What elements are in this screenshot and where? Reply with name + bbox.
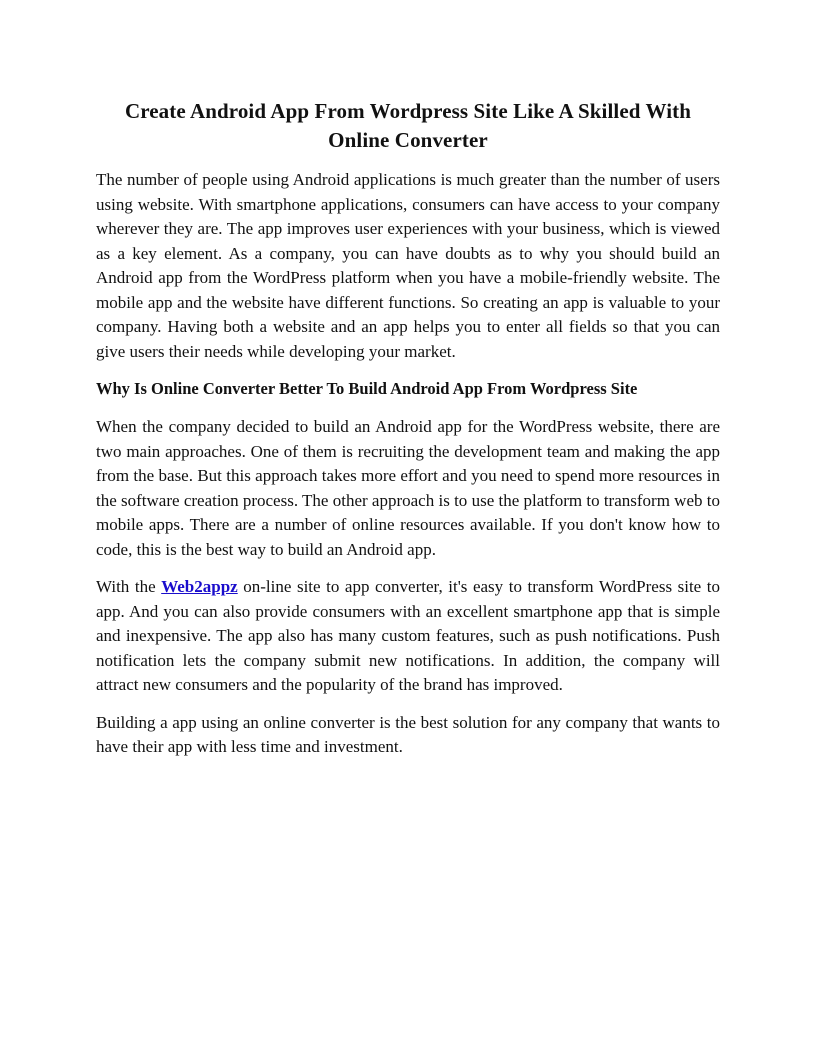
section-heading: Why Is Online Converter Better To Build Android App From Wordpress Site (96, 379, 638, 398)
web2appz-text-after: on-line site to app converter, it's easy to transform WordPress site to app. And you can also provide consumers with an excellent smartphone app that is simple and inexpensive. The app also has many custom features, such as push notifications. Push notification lets the company submit new notifications. In addition, the company will attract new consumers and the popularity of the brand has improved. (96, 577, 720, 694)
conclusion-paragraph: Building a app using an online converter is the best solution for any company that wants to have their app with less time and investment. (96, 712, 720, 756)
web2appz-text-before: With the (96, 577, 162, 596)
web2appz-paragraph (96, 575, 720, 698)
intro-paragraph: The number of people using Android applications is much greater than the number of users using website. With smartphone applications, consumers can have access to your company wherever they are. The app improves user experiences with your business, which is viewed as a key element. As a company, you can have doubts as to why you should build an Android app from the WordPress platform when you have a mobile-friendly website. The mobile app and the website have different functions. So creating an app is valuable to your company. Having both a website and an app helps you to enter all fields so that you can give users their needs while developing your market. (96, 170, 720, 361)
document-page (96, 97, 720, 773)
approaches-paragraph: When the company decided to build an Android app for the WordPress website, there are two main approaches. One of them is recruiting the development team and making the app from the base. But this approach takes more effort and you need to spend more resources in the software creation process. The other approach is to use the platform to transform web to mobile apps. There are a number of online resources available. If you don't know how to code, this is the best way to build an Android app. (96, 417, 720, 559)
web2appz-link[interactable]: Web2appz (161, 577, 238, 596)
document-title: Create Android App From Wordpress Site Like A Skilled With Online Converter (124, 99, 692, 152)
